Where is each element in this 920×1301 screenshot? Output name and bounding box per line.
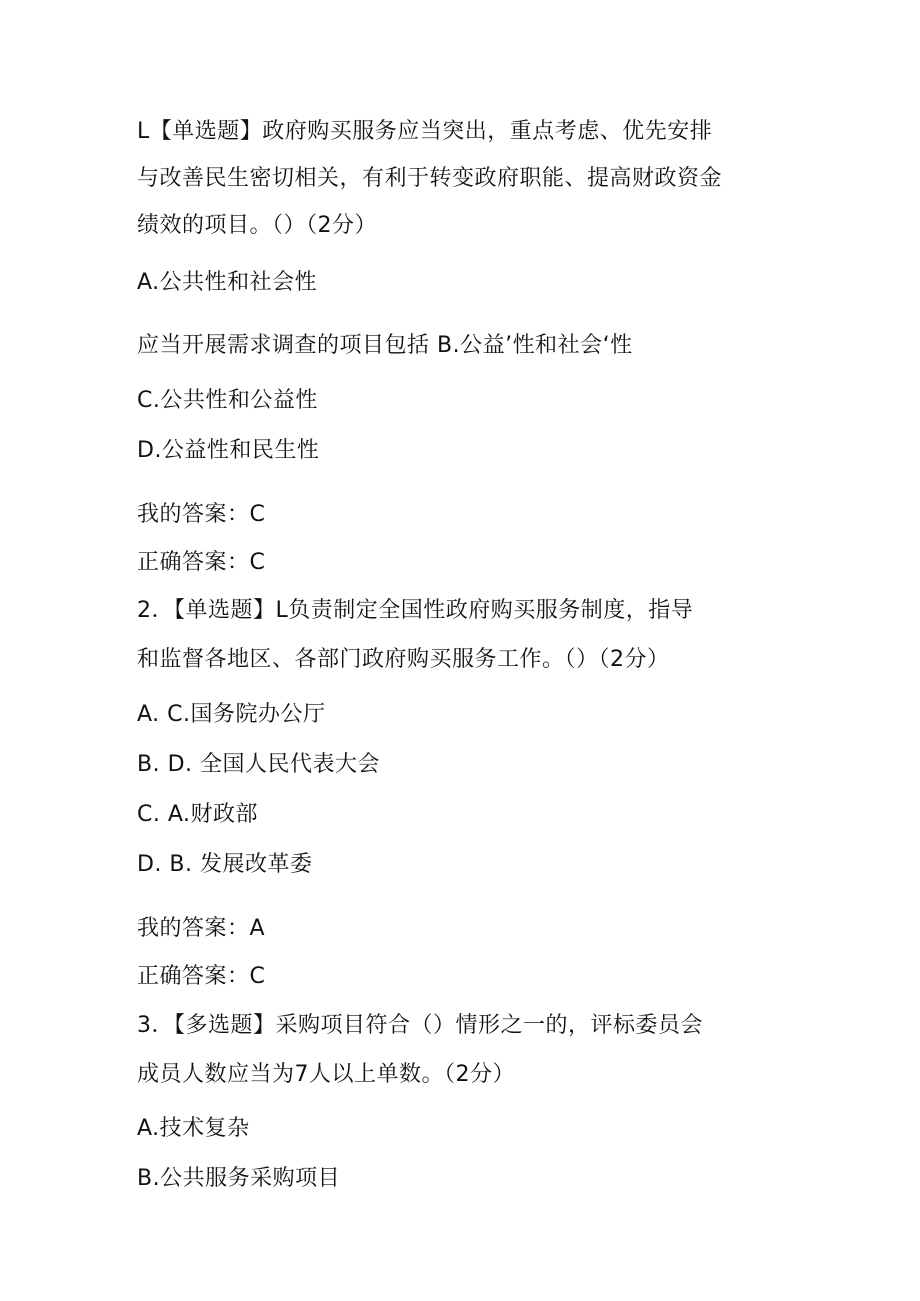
q2-option-d: D. B. 发展改革委	[137, 852, 313, 877]
q3-stem-line-2: 成员人数应当为7人以上单数。（2分）	[137, 1062, 515, 1087]
q2-option-b: B. D. 全国人民代表大会	[137, 752, 381, 777]
q1-option-a: A.公共性和社会性	[137, 270, 318, 295]
q1-option-b: 应当开展需求调查的项目包括 B.公益’性和社会‘性	[137, 333, 633, 358]
q1-stem-line-3: 绩效的项目。（）（2分）	[137, 213, 377, 238]
q2-option-c: C. A.财政部	[137, 802, 259, 827]
q2-correct-answer: 正确答案：C	[137, 964, 266, 989]
q1-stem-line-1: L【单选题】政府购买服务应当突出，重点考虑、优先安排	[137, 119, 713, 144]
q1-option-d: D.公益性和民生性	[137, 438, 320, 463]
q3-option-a: A.技术复杂	[137, 1116, 250, 1141]
q1-option-c: C.公共性和公益性	[137, 388, 318, 413]
q2-my-answer: 我的答案：A	[137, 916, 266, 941]
q1-stem-line-2: 与改善民生密切相关，有利于转变政府职能、提高财政资金	[137, 166, 723, 191]
q1-correct-answer: 正确答案：C	[137, 550, 266, 575]
q2-stem-line-1: 2．【单选题】L负责制定全国性政府购买服务制度，指导	[137, 598, 694, 623]
q2-option-a: A. C.国务院办公厅	[137, 702, 326, 727]
q3-stem-line-1: 3．【多选题】采购项目符合（）情形之一的，评标委员会	[137, 1013, 703, 1038]
q1-my-answer: 我的答案：C	[137, 502, 266, 527]
q2-stem-line-2: 和监督各地区、各部门政府购买服务工作。（）（2分）	[137, 647, 670, 672]
q3-option-b: B.公共服务采购项目	[137, 1166, 341, 1191]
